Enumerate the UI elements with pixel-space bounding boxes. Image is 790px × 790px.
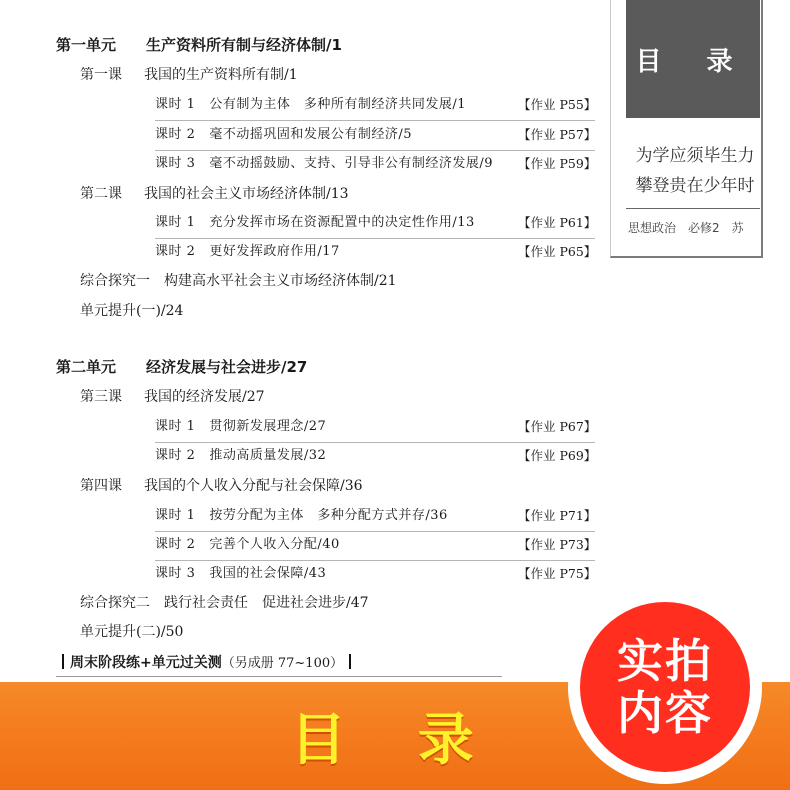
lesson-2-period-1[interactable] <box>155 214 475 232</box>
lesson-title: 我国的社会主义市场经济体制/13 <box>144 186 349 202</box>
unit-title: 生产资料所有制与经济体制/1 <box>146 36 342 54</box>
lesson-3-period-2[interactable] <box>155 447 326 465</box>
period-title: 推动高质量发展/32 <box>209 448 327 463</box>
weekend-practice[interactable] <box>56 652 357 672</box>
divider <box>155 150 595 151</box>
lesson-4-period-1[interactable] <box>155 507 448 525</box>
lesson-label: 第三课 <box>80 389 122 405</box>
sidebar-title: 目 录 <box>626 0 760 118</box>
lesson-label: 第二课 <box>80 186 122 202</box>
lesson-4[interactable] <box>80 477 363 495</box>
homework-ref[interactable]: 【作业 P55】 <box>518 97 597 112</box>
period-label: 课时 1 <box>155 97 196 112</box>
weekend-note: （另成册 77~100） <box>221 656 344 671</box>
period-title: 我国的社会保障/43 <box>209 566 327 581</box>
homework-ref[interactable]: 【作业 P59】 <box>518 156 597 171</box>
lesson-1[interactable] <box>80 66 298 84</box>
sidebar-divider <box>626 208 760 209</box>
bracket-bar-left <box>62 654 64 669</box>
motto-line-1: 为学应须毕生力 <box>635 146 755 166</box>
badge-line-2: 内容 <box>617 686 713 740</box>
unit-label: 第二单元 <box>56 358 117 376</box>
divider <box>155 560 595 561</box>
period-title: 贯彻新发展理念/27 <box>209 419 327 434</box>
period-label: 课时 2 <box>155 537 196 552</box>
lesson-3-period-1[interactable] <box>155 418 326 436</box>
period-title: 按劳分配为主体 多种分配方式并存/36 <box>209 508 448 523</box>
bottom-divider <box>56 676 502 677</box>
comprehensive-exploration-2[interactable]: 综合探究二 践行社会责任 促进社会进步/47 <box>80 595 369 611</box>
homework-ref[interactable]: 【作业 P65】 <box>518 244 597 259</box>
divider <box>155 238 595 239</box>
lesson-label: 第四课 <box>80 478 122 494</box>
badge-line-1: 实拍 <box>617 634 713 688</box>
homework-ref[interactable]: 【作业 P57】 <box>518 127 597 142</box>
homework-ref[interactable]: 【作业 P73】 <box>518 537 597 552</box>
real-shot-badge <box>580 602 750 772</box>
divider <box>155 531 595 532</box>
divider <box>155 442 595 443</box>
homework-ref[interactable]: 【作业 P75】 <box>518 566 597 581</box>
period-title: 完善个人收入分配/40 <box>209 537 340 552</box>
homework-ref[interactable]: 【作业 P71】 <box>518 508 597 523</box>
sidebar-subject: 思想政治 必修2 苏 <box>628 221 744 235</box>
lesson-2-period-2[interactable] <box>155 243 340 261</box>
lesson-1-period-2[interactable] <box>155 126 412 144</box>
period-title: 公有制为主体 多种所有制经济共同发展/1 <box>209 97 467 112</box>
lesson-1-period-3[interactable] <box>155 155 493 173</box>
lesson-3[interactable] <box>80 388 265 406</box>
lesson-title: 我国的生产资料所有制/1 <box>144 67 298 83</box>
period-title: 更好发挥政府作用/17 <box>209 244 340 259</box>
period-label: 课时 2 <box>155 127 196 142</box>
period-label: 课时 3 <box>155 566 196 581</box>
period-label: 课时 2 <box>155 244 196 259</box>
period-label: 课时 2 <box>155 448 196 463</box>
homework-ref[interactable]: 【作业 P61】 <box>518 215 597 230</box>
period-title: 毫不动摇鼓励、支持、引导非公有制经济发展/9 <box>209 156 494 171</box>
period-title: 充分发挥市场在资源配置中的决定性作用/13 <box>209 215 475 230</box>
homework-ref[interactable]: 【作业 P67】 <box>518 419 597 434</box>
lesson-4-period-3[interactable] <box>155 565 326 583</box>
period-label: 课时 3 <box>155 156 196 171</box>
bracket-bar-right <box>349 654 351 669</box>
divider <box>155 120 595 121</box>
period-label: 课时 1 <box>155 215 196 230</box>
period-label: 课时 1 <box>155 419 196 434</box>
unit-1-review[interactable]: 单元提升(一)/24 <box>80 303 184 319</box>
lesson-title: 我国的个人收入分配与社会保障/36 <box>144 478 363 494</box>
period-label: 课时 1 <box>155 508 196 523</box>
lesson-2[interactable] <box>80 185 349 203</box>
unit-2-heading[interactable] <box>56 358 307 376</box>
unit-1-heading[interactable] <box>56 36 342 54</box>
lesson-label: 第一课 <box>80 67 122 83</box>
motto-line-2: 攀登贵在少年时 <box>635 176 755 196</box>
homework-ref[interactable]: 【作业 P69】 <box>518 448 597 463</box>
unit-label: 第一单元 <box>56 36 117 54</box>
lesson-title: 我国的经济发展/27 <box>144 389 265 405</box>
unit-2-review[interactable]: 单元提升(二)/50 <box>80 624 184 640</box>
comprehensive-exploration-1[interactable]: 综合探究一 构建高水平社会主义市场经济体制/21 <box>80 273 397 289</box>
weekend-title: 周末阶段练+单元过关测 <box>70 655 222 671</box>
unit-title: 经济发展与社会进步/27 <box>146 358 308 376</box>
period-title: 毫不动摇巩固和发展公有制经济/5 <box>209 127 413 142</box>
lesson-4-period-2[interactable] <box>155 536 340 554</box>
banner-title: 目 录 <box>290 708 500 773</box>
lesson-1-period-1[interactable] <box>155 96 466 114</box>
